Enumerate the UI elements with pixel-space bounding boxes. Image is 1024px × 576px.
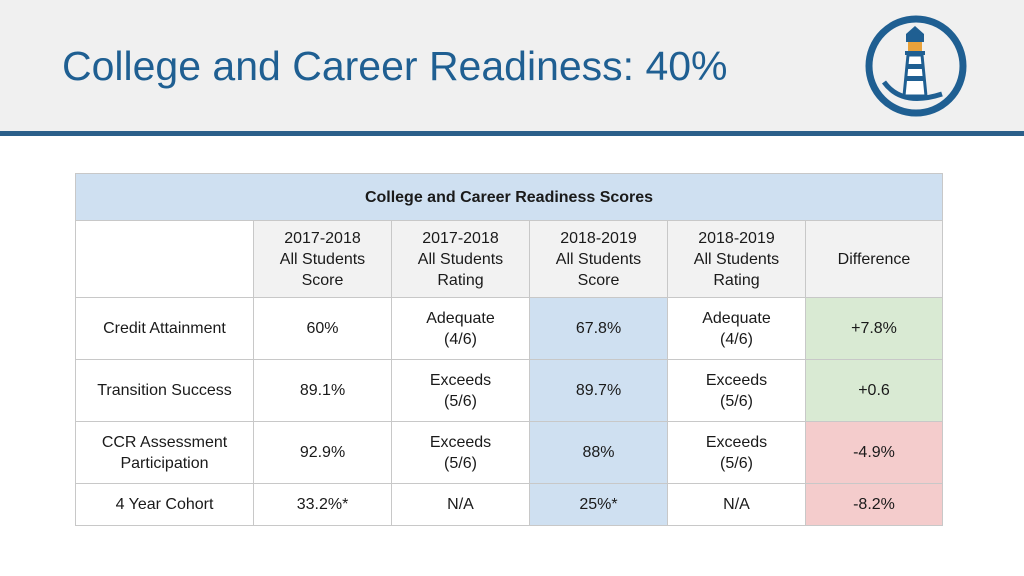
score-2018-cell: 88% bbox=[530, 422, 668, 484]
score-2018-cell: 67.8% bbox=[530, 298, 668, 360]
table-row bbox=[76, 484, 943, 526]
table-row bbox=[76, 422, 943, 484]
rating-2017-cell: Exceeds (5/6) bbox=[392, 422, 530, 484]
rating-2018-cell: Exceeds (5/6) bbox=[668, 360, 806, 422]
readiness-scores-table bbox=[75, 173, 943, 526]
slide-title: College and Career Readiness: 40% bbox=[62, 43, 728, 89]
rating-2018-cell: N/A bbox=[668, 484, 806, 526]
difference-cell: +7.8% bbox=[806, 298, 943, 360]
lighthouse-icon bbox=[862, 12, 970, 120]
row-label: 4 Year Cohort bbox=[76, 484, 254, 526]
column-header: 2018-2019 All Students Rating bbox=[668, 221, 806, 298]
row-label: CCR Assessment Participation bbox=[76, 422, 254, 484]
column-header: 2018-2019 All Students Score bbox=[530, 221, 668, 298]
table-row bbox=[76, 360, 943, 422]
rating-2018-cell: Adequate (4/6) bbox=[668, 298, 806, 360]
score-2017-cell: 92.9% bbox=[254, 422, 392, 484]
score-2017-cell: 89.1% bbox=[254, 360, 392, 422]
header-row bbox=[76, 221, 943, 298]
difference-cell: +0.6 bbox=[806, 360, 943, 422]
row-label: Credit Attainment bbox=[76, 298, 254, 360]
rating-2017-cell: N/A bbox=[392, 484, 530, 526]
score-2018-cell: 89.7% bbox=[530, 360, 668, 422]
table-row bbox=[76, 298, 943, 360]
table-title: College and Career Readiness Scores bbox=[76, 174, 943, 221]
column-header: 2017-2018 All Students Rating bbox=[392, 221, 530, 298]
rating-2017-cell: Adequate (4/6) bbox=[392, 298, 530, 360]
row-label: Transition Success bbox=[76, 360, 254, 422]
score-2018-cell: 25%* bbox=[530, 484, 668, 526]
score-2017-cell: 60% bbox=[254, 298, 392, 360]
column-header: 2017-2018 All Students Score bbox=[254, 221, 392, 298]
score-2017-cell: 33.2%* bbox=[254, 484, 392, 526]
difference-cell: -8.2% bbox=[806, 484, 943, 526]
header-blank-cell bbox=[76, 221, 254, 298]
rating-2018-cell: Exceeds (5/6) bbox=[668, 422, 806, 484]
column-header-difference: Difference bbox=[806, 221, 943, 298]
rating-2017-cell: Exceeds (5/6) bbox=[392, 360, 530, 422]
header-divider bbox=[0, 131, 1024, 136]
difference-cell: -4.9% bbox=[806, 422, 943, 484]
